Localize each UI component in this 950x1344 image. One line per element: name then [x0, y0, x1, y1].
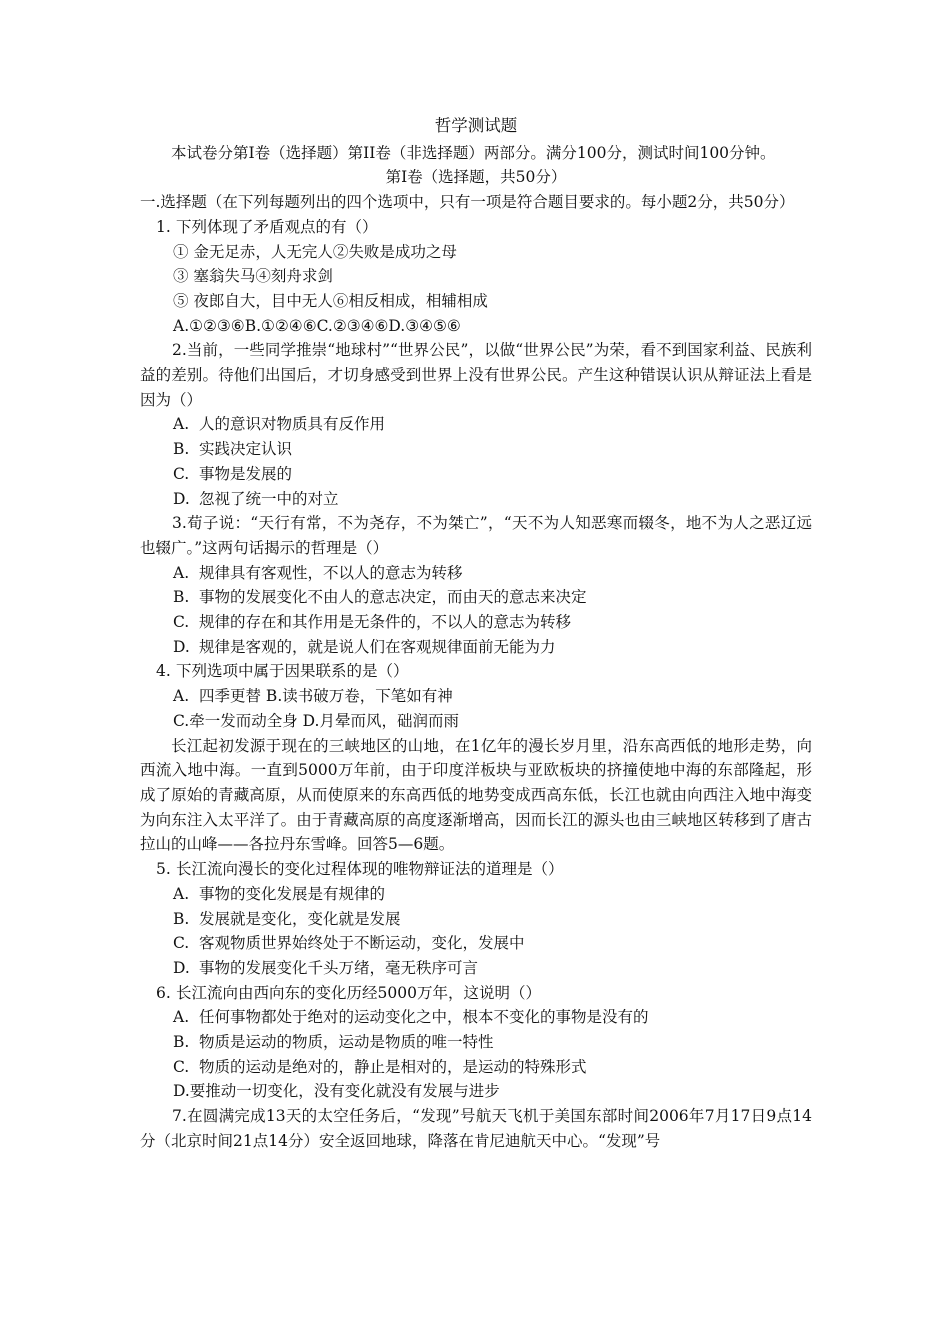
question-number: 3.: [172, 514, 187, 533]
question-stem: 下列体现了矛盾观点的有（）: [176, 217, 378, 236]
question-number: 1.: [156, 217, 171, 236]
option-text: 四季更替 B.读书破万卷，下笔如有神: [199, 687, 453, 706]
question-stem: 下列选项中属于因果联系的是（）: [176, 662, 409, 681]
question-1: [140, 215, 812, 240]
option-text: 规律的存在和其作用是无条件的，不以人的意志为转移: [199, 613, 572, 632]
option-text: 发展就是变化，变化就是发展: [199, 909, 401, 928]
exam-intro: 本试卷分第I卷（选择题）第II卷（非选择题）两部分。满分100分，测试时间100分钟。: [171, 143, 776, 162]
q6-option-c: [140, 1055, 812, 1080]
option-text: 实践决定认识: [199, 440, 293, 459]
option-label: A.: [173, 687, 190, 706]
q5-option-a: [140, 882, 812, 907]
question-3: [140, 511, 812, 560]
option-text: 规律具有客观性，不以人的意志为转移: [199, 563, 463, 582]
q6-option-a: [140, 1005, 812, 1030]
q1-item-3: ⑤ 夜郎自大，目中无人⑥相反相成，相辅相成: [173, 291, 488, 310]
reading-passage: 长江起初发源于现在的三峡地区的山地，在1亿年的漫长岁月里，沿东高西低的地形走势，向西流入地中海。一直到5000万年前，由于印度洋板块与亚欧板块的挤撞使地中海的东部隆起，形成了原始的青藏高原，从而使原来的东高西低的地势变成西高东低，长江也就由向西注入地中海变为向东注入太平洋了。由于青藏高原的高度逐渐增高，因而长江的源头也由三峡地区转移到了唐古拉山的山峰——各拉丹东雪峰。回答5—6题。: [140, 736, 812, 854]
option-label: B.: [173, 1033, 190, 1052]
question-6: [140, 981, 812, 1006]
question-stem: 长江流向漫长的变化过程体现的唯物辩证法的道理是（）: [176, 860, 564, 879]
question-stem: 长江流向由西向东的变化历经5000万年，这说明（）: [176, 983, 541, 1002]
q1-item-1: ① 金无足赤，人无完人②失败是成功之母: [173, 242, 457, 261]
q3-option-d: [140, 635, 812, 660]
q3-option-c: [140, 610, 812, 635]
option-text: 事物是发展的: [199, 464, 293, 483]
option-label: A.: [173, 1008, 190, 1027]
q3-option-a: [140, 561, 812, 586]
option-text: 事物的发展变化千头万绪，毫无秩序可言: [199, 958, 479, 977]
q3-option-b: [140, 585, 812, 610]
option-text: 规律是客观的，就是说人们在客观规律面前无能为力: [199, 637, 556, 656]
option-label: C.: [173, 1057, 190, 1076]
q5-option-d: [140, 956, 812, 981]
question-number: 4.: [156, 662, 171, 681]
option-label: D.: [173, 958, 190, 977]
option-text: 物质的运动是绝对的，静止是相对的，是运动的特殊形式: [199, 1057, 587, 1076]
option-label: C.: [173, 464, 190, 483]
option-label: B.: [173, 909, 190, 928]
question-number: 7.: [172, 1107, 187, 1126]
option-text: 客观物质世界始终处于不断运动，变化，发展中: [199, 934, 525, 953]
part-heading: 一.选择题（在下列每题列出的四个选项中，只有一项是符合题目要求的。每小题2分，共50分）: [140, 193, 795, 212]
q6-option-b: [140, 1030, 812, 1055]
q2-option-a: [140, 412, 812, 437]
option-text: 事物的发展变化不由人的意志决定，而由天的意志来决定: [199, 588, 587, 607]
option-label: D.: [173, 637, 190, 656]
option-label: B.: [173, 440, 190, 459]
option-label: D.: [173, 489, 190, 508]
exam-page: [140, 114, 812, 1154]
q4-options-line-2: C.牵一发而动全身 D.月晕而风，础润而雨: [173, 711, 459, 730]
q2-option-c: [140, 462, 812, 487]
question-7: [140, 1104, 812, 1153]
option-text: 人的意识对物质具有反作用: [199, 415, 386, 434]
option-label: A.: [173, 884, 190, 903]
question-stem: 在圆满完成13天的太空任务后，“发现”号航天飞机于美国东部时间2006年7月17日9点14分（北京时间21点14分）安全返回地球，降落在肯尼迪航天中心。“发现”号: [140, 1107, 812, 1150]
q5-option-c: [140, 931, 812, 956]
q5-option-b: [140, 907, 812, 932]
q6-option-d: D.要推动一切变化，没有变化就没有发展与进步: [173, 1082, 500, 1101]
q2-option-d: [140, 487, 812, 512]
option-label: A.: [173, 563, 190, 582]
option-text: 物质是运动的物质，运动是物质的唯一特性: [199, 1033, 494, 1052]
q1-answer-choices: A.①②③⑥B.①②④⑥C.②③④⑥D.③④⑤⑥: [173, 316, 461, 335]
q2-option-b: [140, 437, 812, 462]
question-stem: 荀子说：“天行有常，不为尧存，不为桀亡”，“天不为人知恶寒而辍冬，地不为人之恶辽远也辍广。”这两句话揭示的哲理是（）: [140, 514, 812, 557]
option-label: A.: [173, 415, 190, 434]
question-stem: 当前，一些同学推崇“地球村”“世界公民”，以做“世界公民”为荣，看不到国家利益、民族利益的差别。待他们出国后，才切身感受到世界上没有世界公民。产生这种错误认识从辩证法上看是因为（）: [140, 341, 812, 409]
option-text: 事物的变化发展是有规律的: [199, 884, 386, 903]
option-label: C.: [173, 934, 190, 953]
option-label: B.: [173, 588, 190, 607]
question-number: 6.: [156, 983, 171, 1002]
option-text: 忽视了统一中的对立: [199, 489, 339, 508]
q4-options-line-1: [140, 684, 812, 709]
question-4: [140, 659, 812, 684]
option-label: C.: [173, 613, 190, 632]
option-text: 任何事物都处于绝对的运动变化之中，根本不变化的事物是没有的: [199, 1008, 649, 1027]
section-heading: 第I卷（选择题，共50分）: [385, 168, 567, 187]
question-5: [140, 857, 812, 882]
question-number: 5.: [156, 860, 171, 879]
question-2: [140, 338, 812, 412]
q1-item-2: ③ 塞翁失马④刻舟求剑: [173, 267, 333, 286]
page-title: 哲学测试题: [434, 116, 518, 135]
question-number: 2.: [172, 341, 187, 360]
